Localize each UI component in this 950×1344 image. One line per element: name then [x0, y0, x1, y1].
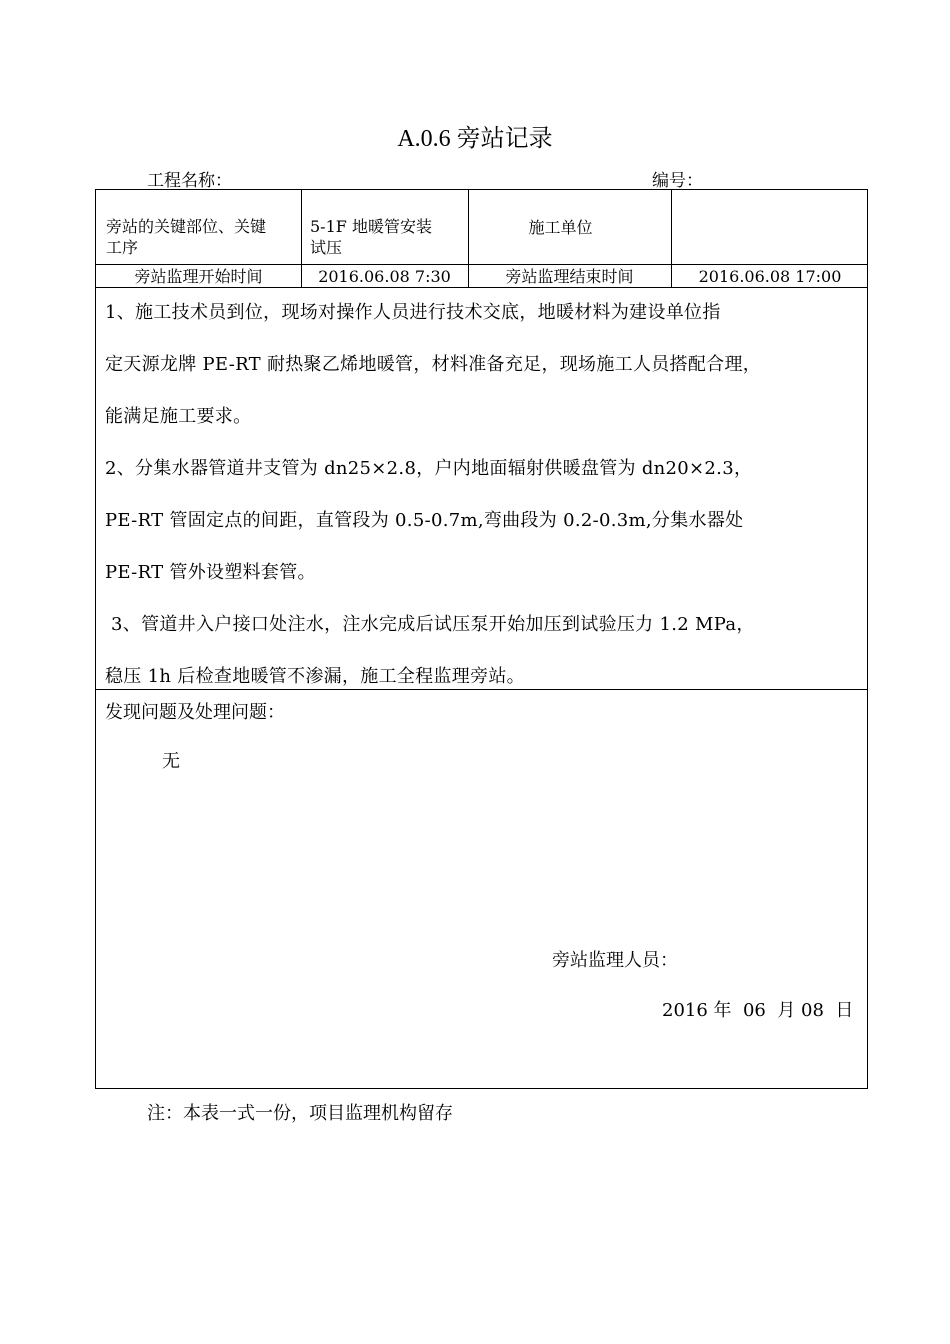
issues-value: 无: [162, 751, 180, 772]
content-line: 3、管道井入户接口处注水，注水完成后试压泵开始加压到试验压力 1.2 MPa，: [105, 614, 755, 635]
key-part-label: [106, 216, 298, 258]
construction-unit-label: 施工单位: [528, 218, 593, 237]
row-divider: [96, 287, 867, 288]
record-date: 2016 年 06 月 08 日: [662, 1000, 854, 1021]
start-time-label: 旁站监理开始时间: [134, 267, 263, 286]
key-part-label-line: 工序: [106, 238, 139, 257]
supervision-content: [105, 298, 862, 687]
project-name-label: 工程名称：: [147, 171, 232, 191]
content-line: PE-RT 管固定点的间距，直管段为 0.5-0.7m,弯曲段为 0.2-0.3m,分集水器处: [105, 510, 744, 531]
key-part-value-line: 试压: [310, 238, 343, 257]
supervisor-label: 旁站监理人员：: [552, 950, 678, 971]
start-time-value: 2016.06.08 7:30: [318, 267, 451, 286]
content-line: 稳压 1h 后检查地暖管不渗漏，施工全程监理旁站。: [105, 666, 525, 687]
end-time-value: 2016.06.08 17:00: [698, 267, 842, 286]
content-line: 1、施工技术员到位，现场对操作人员进行技术交底，地暖材料为建设单位指: [105, 302, 721, 323]
row-divider: [96, 689, 867, 690]
key-part-label-line: 旁站的关键部位、关键: [106, 217, 267, 236]
end-time-label: 旁站监理结束时间: [505, 267, 634, 286]
document-title: A.0.6 旁站记录: [397, 126, 553, 152]
number-label: 编号：: [652, 171, 703, 191]
issues-label: 发现问题及处理问题：: [105, 702, 285, 723]
content-line: PE-RT 管外设塑料套管。: [105, 562, 316, 583]
content-line: 定天源龙牌 PE-RT 耐热聚乙烯地暖管，材料准备充足，现场施工人员搭配合理，: [105, 354, 762, 375]
row-divider: [96, 264, 867, 265]
content-line: 能满足施工要求。: [105, 406, 252, 427]
footer-note: 注：本表一式一份，项目监理机构留存: [147, 1103, 453, 1124]
key-part-value: [310, 216, 465, 258]
record-table: [95, 189, 868, 1089]
content-line: 2、分集水器管道井支管为 dn25×2.8，户内地面辐射供暖盘管为 dn20×2.3，: [105, 458, 753, 479]
key-part-value-line: 5-1F 地暖管安装: [310, 217, 432, 236]
